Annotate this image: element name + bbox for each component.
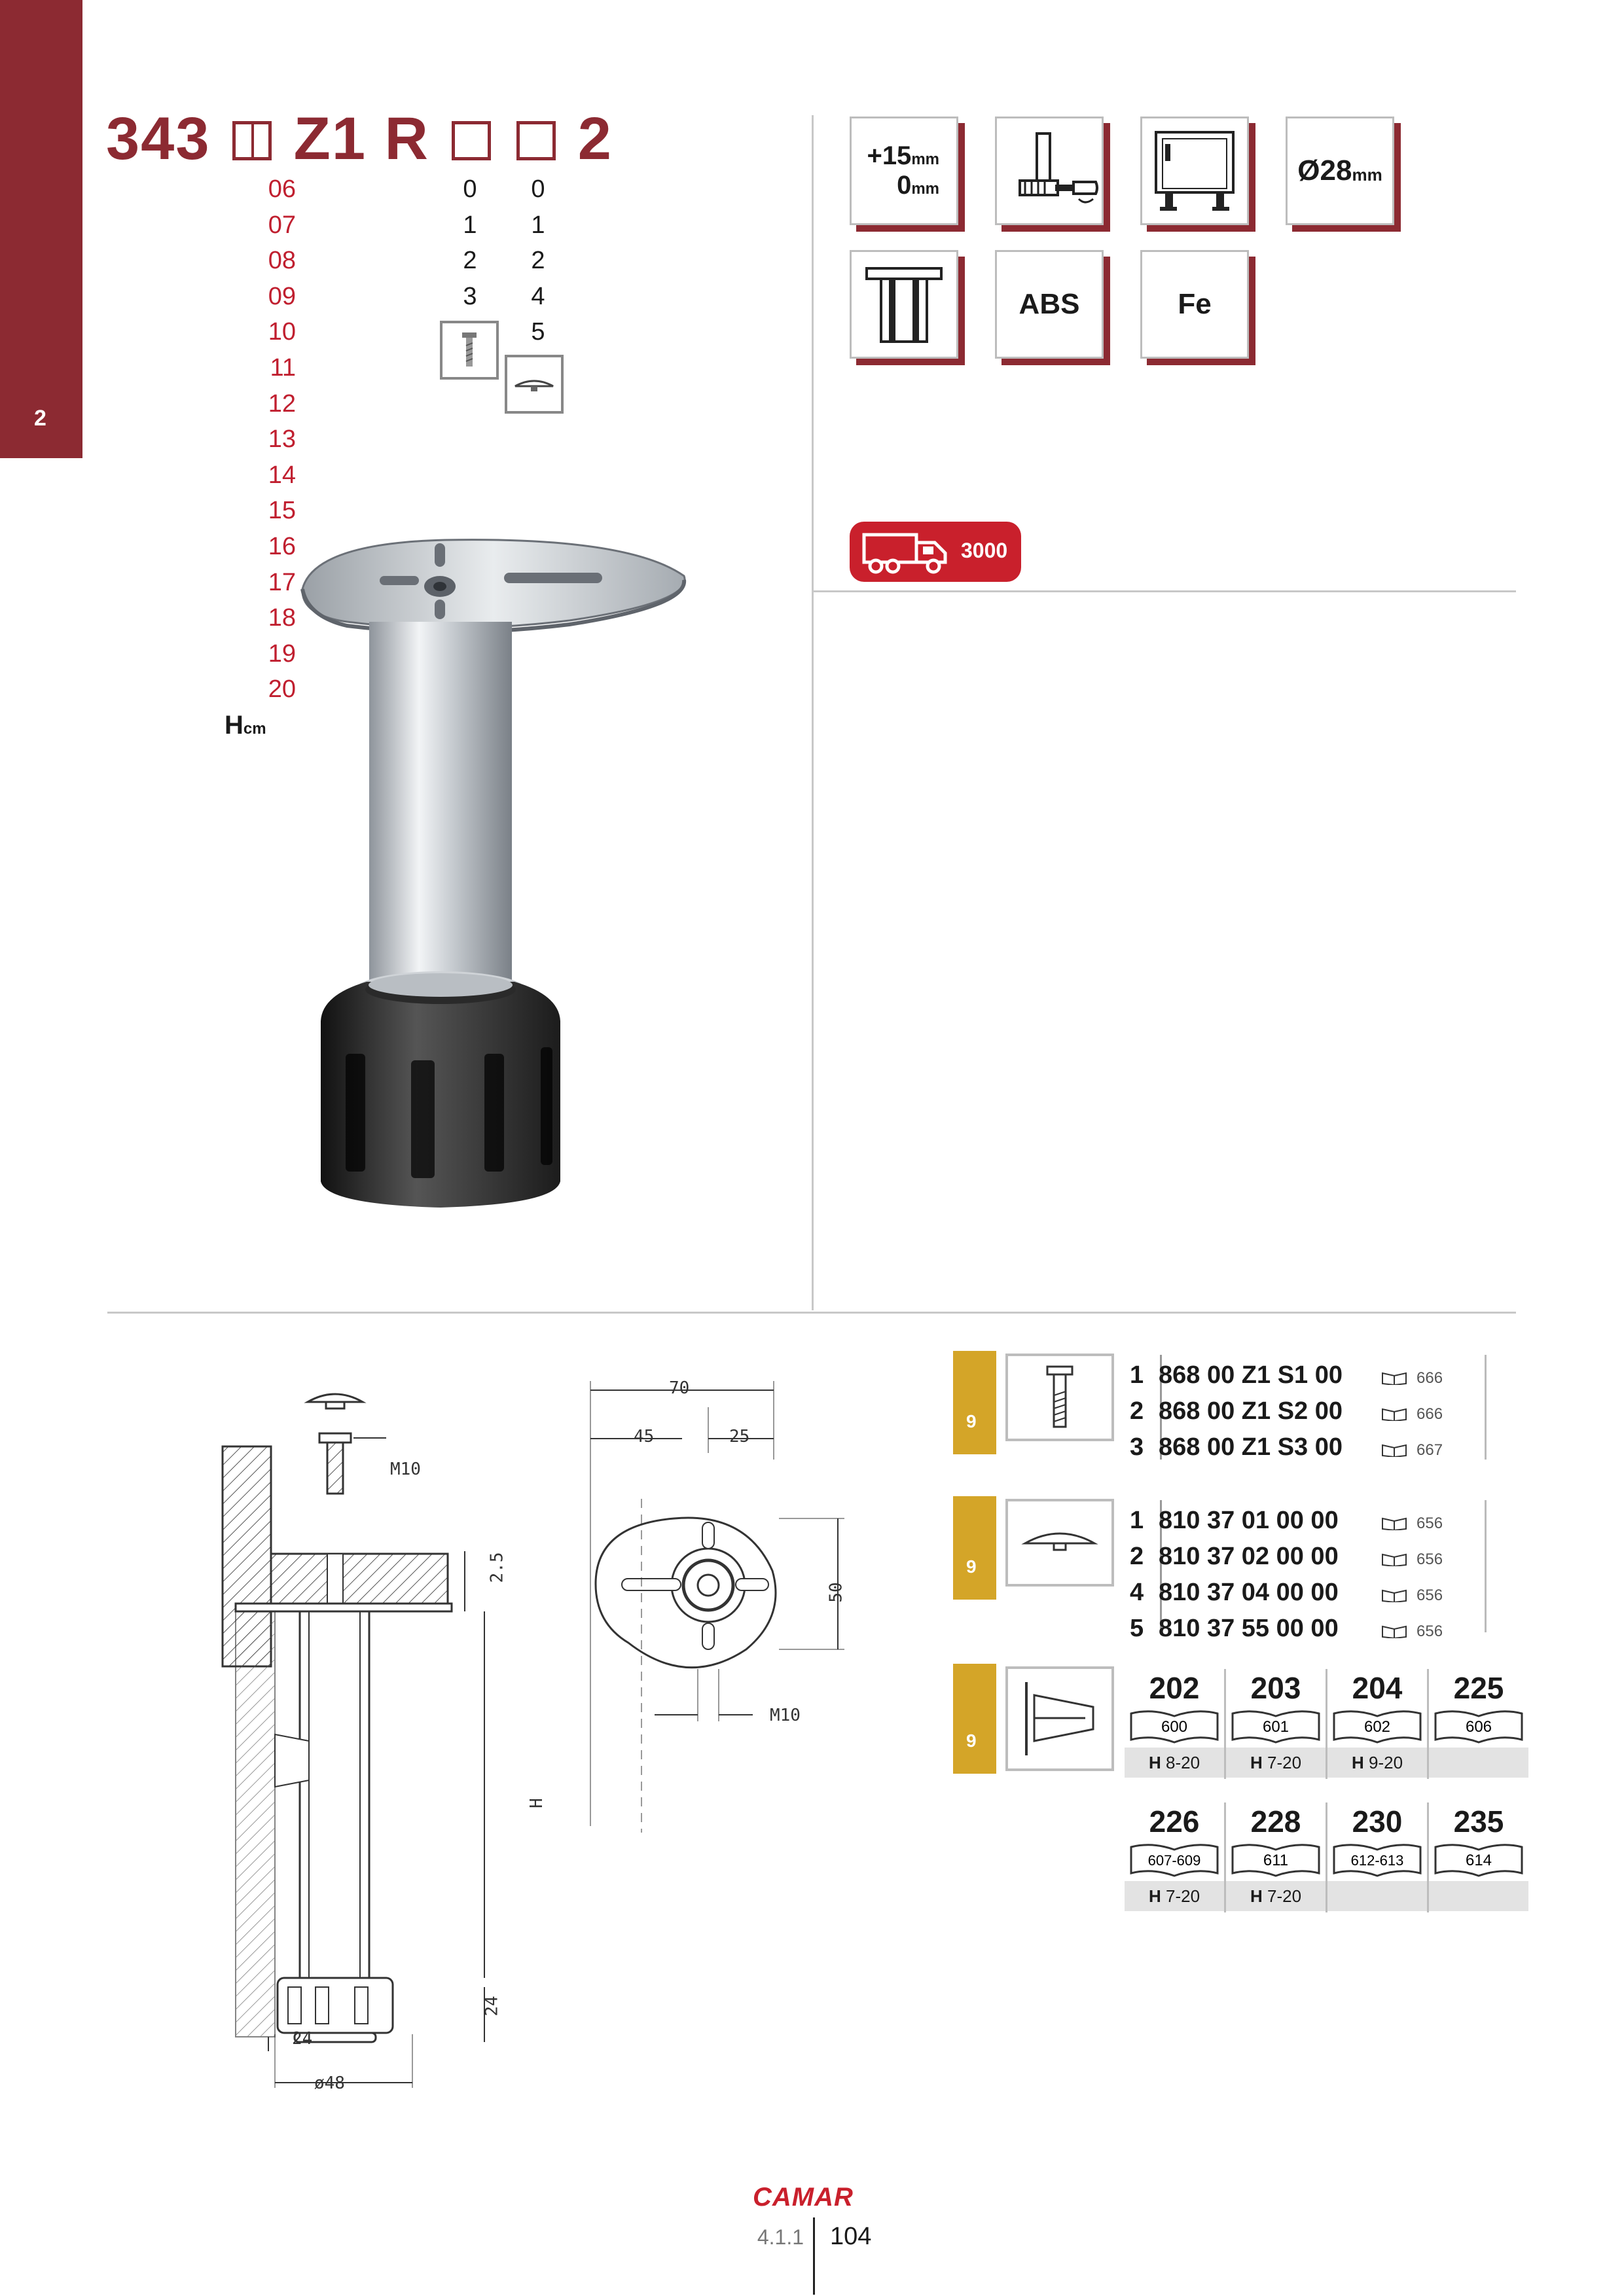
svg-text:612-613: 612-613	[1350, 1852, 1404, 1869]
diameter-badge: Ø28 mm	[1286, 117, 1394, 225]
dim-24-horizontal: 24	[292, 2029, 313, 2049]
catalog-ref[interactable]: 204 602 H 9-20	[1327, 1669, 1427, 1779]
dim-m10-screw: M10	[390, 1460, 421, 1479]
page-number: 104	[830, 2223, 872, 2250]
tube-profile-icon	[850, 250, 958, 359]
cabinet-icon	[1140, 117, 1249, 225]
screw-accessory-list	[1130, 1359, 1443, 1467]
book-icon	[1230, 1840, 1322, 1877]
svg-text:607-609: 607-609	[1147, 1852, 1201, 1869]
clip-references-row-2	[1125, 1803, 1528, 1912]
cap-accessory-list	[1130, 1504, 1443, 1648]
svg-text:606: 606	[1465, 1718, 1492, 1736]
variant-box	[516, 121, 556, 160]
dim-diameter-48: ø48	[314, 2073, 345, 2093]
list-item[interactable]: 2 810 37 02 00 00 656	[1130, 1543, 1443, 1570]
truck-icon	[861, 529, 953, 575]
dim-m10-plan: M10	[770, 1706, 801, 1725]
svg-text:602: 602	[1363, 1718, 1391, 1736]
product-code-title: 343 Z1 R 2	[106, 105, 613, 172]
product-leg-image	[288, 524, 707, 1244]
catalog-ref[interactable]: 226 607-609 H 7-20	[1125, 1803, 1224, 1912]
section-tab	[0, 0, 82, 458]
height-list: 06 07 08 09 10 11 12 13 14 15 16 17 18 19 20	[268, 175, 296, 704]
height-unit: Hcm	[225, 711, 266, 740]
book-icon	[1230, 1707, 1322, 1744]
material-abs-badge: ABS	[995, 250, 1104, 359]
svg-text:611: 611	[1263, 1852, 1289, 1869]
dim-2-5: 2.5	[487, 1552, 507, 1583]
material-fe-badge: Fe	[1140, 250, 1249, 359]
book-icon	[1381, 1624, 1407, 1638]
list-item[interactable]: 2 868 00 Z1 S2 00 666	[1130, 1397, 1443, 1425]
cap-icon	[507, 357, 561, 411]
book-icon	[1381, 1552, 1407, 1566]
book-icon	[1433, 1840, 1525, 1877]
variant-box-split	[232, 121, 272, 160]
cap-thumbnail	[505, 355, 564, 414]
catalog-ref[interactable]: 203 601 H 7-20	[1226, 1669, 1326, 1779]
footer-section: 4.1.1	[757, 2225, 804, 2249]
dim-45: 45	[634, 1427, 655, 1446]
list-item[interactable]: 1 810 37 01 00 00 656	[1130, 1507, 1443, 1534]
section-divider	[107, 1312, 1516, 1314]
list-item[interactable]: 4 810 37 04 00 00 656	[1130, 1579, 1443, 1606]
book-icon	[1381, 1516, 1407, 1530]
book-icon	[1381, 1588, 1407, 1602]
book-icon	[1128, 1840, 1220, 1877]
dim-h: H	[526, 1798, 547, 1808]
dim-50: 50	[826, 1582, 846, 1603]
catalog-ref[interactable]: 230 612-613	[1327, 1803, 1427, 1912]
book-icon	[1381, 1407, 1407, 1421]
catalog-ref[interactable]: 202 600 H 8-20	[1125, 1669, 1224, 1779]
variant-box	[452, 121, 491, 160]
variant-column-2: 0 1 2 4 5	[531, 175, 545, 346]
dim-70: 70	[669, 1378, 690, 1398]
screw-thumbnail	[440, 321, 499, 380]
catalog-ref[interactable]: 235 614	[1429, 1803, 1528, 1912]
list-divider	[1485, 1355, 1487, 1460]
section-number: 2	[34, 406, 46, 431]
book-icon	[1381, 1443, 1407, 1457]
accessory-tab-clips: 9	[953, 1664, 996, 1774]
plan-drawing	[576, 1381, 877, 1852]
dim-24-vertical: 24	[482, 1996, 502, 2017]
book-icon	[1381, 1371, 1407, 1385]
screw-accessory-image	[1005, 1354, 1114, 1441]
section-drawing	[196, 1374, 563, 2134]
clip-accessory-image	[1005, 1666, 1114, 1771]
book-icon	[1331, 1840, 1423, 1877]
screw-icon	[442, 323, 496, 377]
column-divider	[812, 115, 814, 1310]
dim-25: 25	[729, 1427, 750, 1446]
list-item[interactable]: 3 868 00 Z1 S3 00 667	[1130, 1433, 1443, 1461]
book-icon	[1433, 1707, 1525, 1744]
variant-column-1: 0 1 2 3	[463, 175, 477, 310]
catalog-ref[interactable]: 225 606	[1429, 1669, 1528, 1779]
catalog-ref[interactable]: 228 611 H 7-20	[1226, 1803, 1326, 1912]
brand-logo: CAMAR	[753, 2183, 854, 2212]
list-item[interactable]: 5 810 37 55 00 00 656	[1130, 1615, 1443, 1642]
book-icon	[1128, 1707, 1220, 1744]
book-icon	[1331, 1707, 1423, 1744]
accessory-tab-caps: 9	[953, 1496, 996, 1600]
screwdriver-adjust-icon	[995, 117, 1104, 225]
accessory-tab-screws: 9	[953, 1351, 996, 1454]
svg-text:601: 601	[1262, 1718, 1290, 1736]
adjustment-range-badge: +15mm 0mm	[850, 117, 958, 225]
packaging-quantity-badge: 3000	[850, 522, 1021, 582]
section-divider	[812, 590, 1516, 592]
list-divider	[1485, 1500, 1487, 1632]
svg-text:614: 614	[1465, 1852, 1492, 1869]
clip-references-row-1	[1125, 1669, 1528, 1779]
footer-divider	[813, 2217, 815, 2295]
list-item[interactable]: 1 868 00 Z1 S1 00 666	[1130, 1361, 1443, 1389]
svg-text:600: 600	[1161, 1718, 1188, 1736]
cap-accessory-image	[1005, 1499, 1114, 1587]
